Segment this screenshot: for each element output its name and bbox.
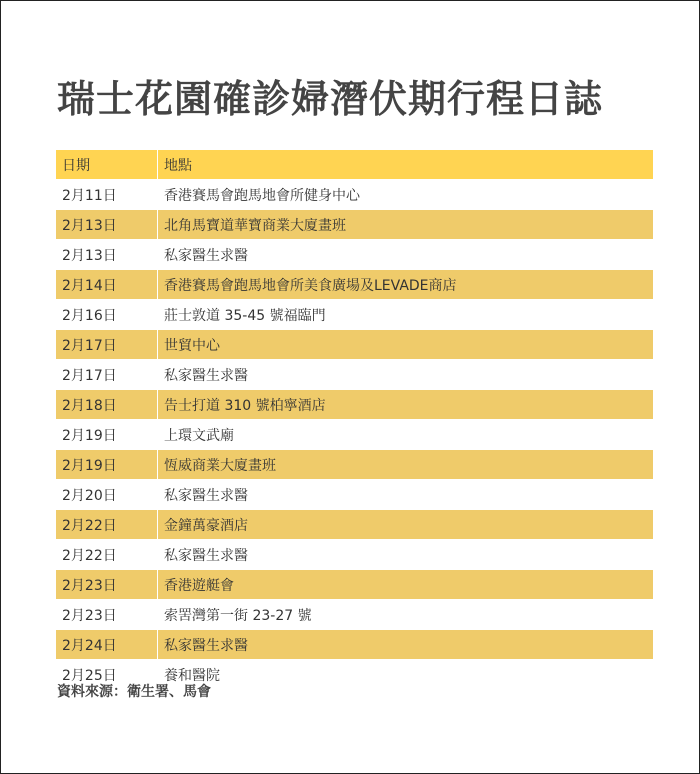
date-cell: 2月22日	[56, 509, 158, 539]
place-cell: 金鐘萬豪酒店	[158, 509, 653, 539]
table-row	[56, 359, 653, 389]
date-cell: 2月11日	[56, 179, 158, 209]
date-cell: 2月17日	[56, 329, 158, 359]
place-cell: 私家醫生求醫	[158, 359, 653, 389]
table-row	[56, 419, 653, 449]
place-cell: 香港賽馬會跑馬地會所美食廣場及LEVADE商店	[158, 269, 653, 299]
table-row	[56, 599, 653, 629]
table-row	[56, 539, 653, 569]
place-cell: 世貿中心	[158, 329, 653, 359]
place-cell: 香港賽馬會跑馬地會所健身中心	[158, 179, 653, 209]
place-cell: 香港遊艇會	[158, 569, 653, 599]
place-column-header: 地點	[158, 150, 653, 179]
place-cell: 私家醫生求醫	[158, 629, 653, 659]
table-row	[56, 269, 653, 299]
date-cell: 2月22日	[56, 539, 158, 569]
table-row	[56, 479, 653, 509]
table-row	[56, 239, 653, 269]
place-cell: 上環文武廟	[158, 419, 653, 449]
table-row	[56, 299, 653, 329]
table-row	[56, 209, 653, 239]
place-cell: 莊士敦道 35-45 號福臨門	[158, 299, 653, 329]
date-cell: 2月13日	[56, 209, 158, 239]
itinerary-table	[56, 150, 653, 689]
source-note: 資料來源：衛生署、馬會	[57, 684, 211, 700]
date-cell: 2月23日	[56, 569, 158, 599]
table-row	[56, 329, 653, 359]
place-cell: 索罟灣第一街 23-27 號	[158, 599, 653, 629]
date-cell: 2月20日	[56, 479, 158, 509]
place-cell: 北角馬寶道華寶商業大廈畫班	[158, 209, 653, 239]
place-cell: 私家醫生求醫	[158, 479, 653, 509]
table-row	[56, 449, 653, 479]
table-row	[56, 629, 653, 659]
table-row	[56, 509, 653, 539]
date-cell: 2月17日	[56, 359, 158, 389]
place-cell: 告士打道 310 號柏寧酒店	[158, 389, 653, 419]
date-cell: 2月19日	[56, 449, 158, 479]
date-cell: 2月18日	[56, 389, 158, 419]
place-cell: 私家醫生求醫	[158, 239, 653, 269]
date-cell: 2月25日	[56, 659, 158, 689]
table-row	[56, 569, 653, 599]
date-column-header: 日期	[56, 150, 158, 179]
table-row	[56, 179, 653, 209]
date-cell: 2月19日	[56, 419, 158, 449]
date-cell: 2月16日	[56, 299, 158, 329]
place-cell: 養和醫院	[158, 659, 653, 689]
date-cell: 2月13日	[56, 239, 158, 269]
table-row	[56, 389, 653, 419]
table-header-row	[56, 150, 653, 179]
place-cell: 私家醫生求醫	[158, 539, 653, 569]
date-cell: 2月24日	[56, 629, 158, 659]
place-cell: 恆威商業大廈畫班	[158, 449, 653, 479]
date-cell: 2月14日	[56, 269, 158, 299]
page-title: 瑞士花園確診婦潛伏期行程日誌	[57, 77, 604, 121]
date-cell: 2月23日	[56, 599, 158, 629]
